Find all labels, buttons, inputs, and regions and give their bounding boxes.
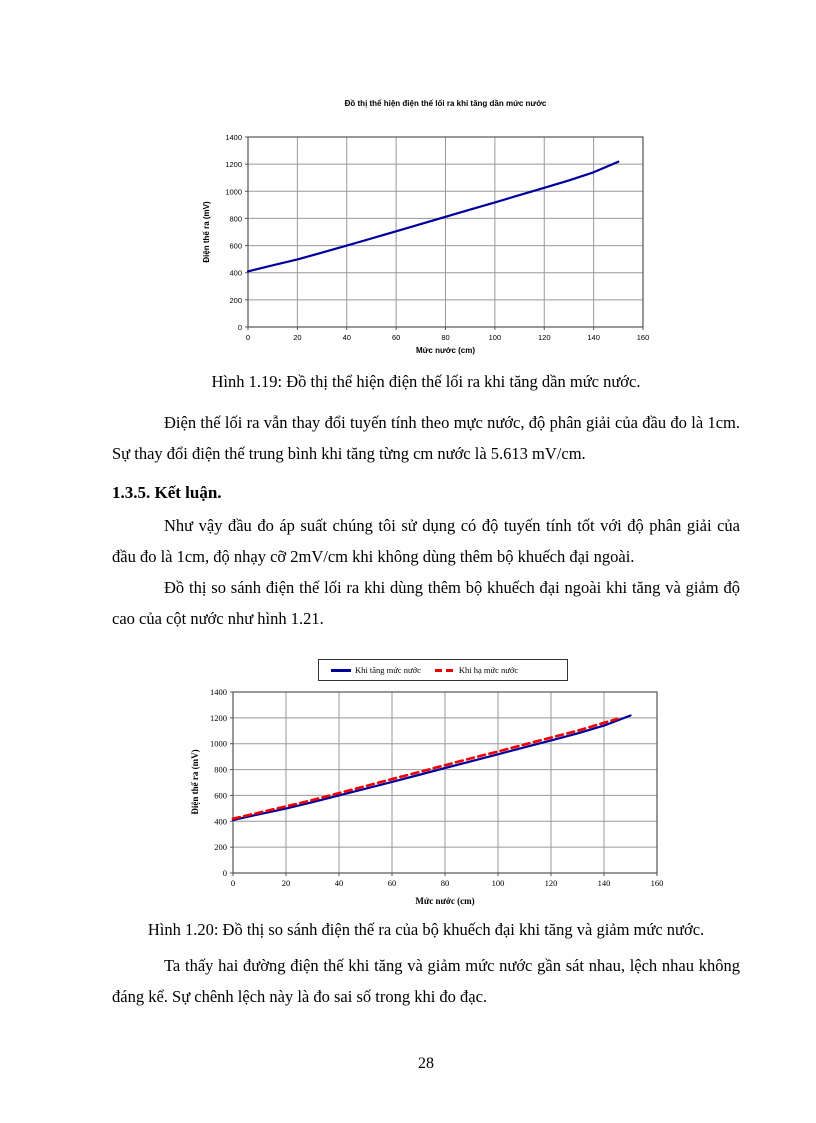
y-tick-label: 200 xyxy=(214,842,227,853)
x-tick-label: 140 xyxy=(587,333,600,342)
page-number: 28 xyxy=(418,1055,434,1072)
x-tick-label: 80 xyxy=(440,878,450,888)
y-tick-label: 1000 xyxy=(210,738,227,749)
x-tick-label: 20 xyxy=(293,333,302,342)
x-tick-label: 40 xyxy=(334,878,344,888)
x-tick-label: 60 xyxy=(391,333,401,342)
x-tick-label: 0 xyxy=(245,333,251,342)
chart2-y-axis-label: Điện thế ra (mV) xyxy=(190,749,200,815)
figure-chart-increasing-water xyxy=(200,95,660,373)
x-tick-label: 0 xyxy=(230,878,236,888)
y-tick-label: 800 xyxy=(229,214,242,224)
x-tick-label: 140 xyxy=(597,878,611,888)
figure1-caption: Hình 1.19: Đồ thị thể hiện điện thế lối ra khi tăng dần mức nước. xyxy=(211,372,641,391)
y-tick-label: 400 xyxy=(229,268,242,278)
x-tick-label: 120 xyxy=(537,333,551,342)
y-tick-label: 800 xyxy=(214,764,227,775)
y-tick-label: 1200 xyxy=(210,712,227,723)
chart1-title: Đồ thị thể hiện điện thế lối ra khi tăng dần mức nước xyxy=(344,99,547,108)
x-tick-label: 120 xyxy=(544,878,558,888)
section-heading-conclusion: 1.3.5. Kết luận. xyxy=(112,483,222,502)
figure2-caption: Hình 1.20: Đồ thị so sánh điện thế ra của bộ khuếch đại khi tăng và giảm mức nước. xyxy=(147,920,705,939)
y-tick-label: 400 xyxy=(214,816,227,827)
chart1-y-axis-label: Điện thế ra (mV) xyxy=(202,201,211,263)
y-tick-label: 1200 xyxy=(225,160,242,170)
y-tick-label: 600 xyxy=(214,790,227,801)
y-tick-label: 1000 xyxy=(225,187,242,197)
y-tick-label: 0 xyxy=(222,868,227,878)
paragraph-sensor-linearity: Như vậy đầu đo áp suất chúng tôi sử dụng có độ tuyến tính tốt với độ phân giải của đầu đo là 1cm, độ nhạy cỡ 2mV/cm khi không dùng thêm bộ khuếch đại ngoài. xyxy=(112,516,740,566)
x-tick-label: 160 xyxy=(636,333,650,342)
paragraph-resolution: Điện thế lối ra vẫn thay đổi tuyến tính theo mực nước, độ phân giải của đầu đo là 1cm. Sự thay đổi điện thế trung bình khi tăng từng cm nước là 5.613 mV/cm. xyxy=(112,413,740,463)
paragraph-comparison-intro: Đồ thị so sánh điện thế lối ra khi dùng thêm bộ khuếch đại ngoài khi tăng và giảm độ cao của cột nước như hình 1.21. xyxy=(112,578,740,628)
chart2-x-axis-label: Mức nước (cm) xyxy=(415,896,475,906)
data-series-line xyxy=(248,162,618,272)
legend-label-increase: Khi tăng mức nước xyxy=(355,665,421,675)
y-tick-label: 1400 xyxy=(225,133,242,142)
legend-label-decrease: Khi hạ mức nước xyxy=(458,665,519,675)
y-tick-label: 200 xyxy=(229,295,242,305)
x-tick-label: 20 xyxy=(281,878,291,888)
y-tick-label: 600 xyxy=(229,241,242,251)
x-tick-label: 40 xyxy=(342,333,351,342)
x-tick-label: 100 xyxy=(488,333,502,342)
figure-chart-compare-up-down xyxy=(170,648,690,918)
x-tick-label: 60 xyxy=(387,878,397,888)
x-tick-label: 80 xyxy=(441,333,450,342)
paragraph-deviation-note: Ta thấy hai đường điện thế khi tăng và giảm mức nước gần sát nhau, lệch nhau không đáng kể. Sự chênh lệch này là đo sai số trong khi đo đạc. xyxy=(112,956,740,1006)
x-tick-label: 100 xyxy=(491,878,505,888)
data-series-line xyxy=(233,719,617,819)
x-tick-label: 160 xyxy=(650,878,664,888)
chart1-plot-area xyxy=(200,95,660,373)
y-tick-label: 0 xyxy=(237,323,242,332)
y-tick-label: 1400 xyxy=(210,687,227,697)
chart2-plot-area xyxy=(170,648,690,918)
chart1-x-axis-label: Mức nước (cm) xyxy=(415,346,476,355)
